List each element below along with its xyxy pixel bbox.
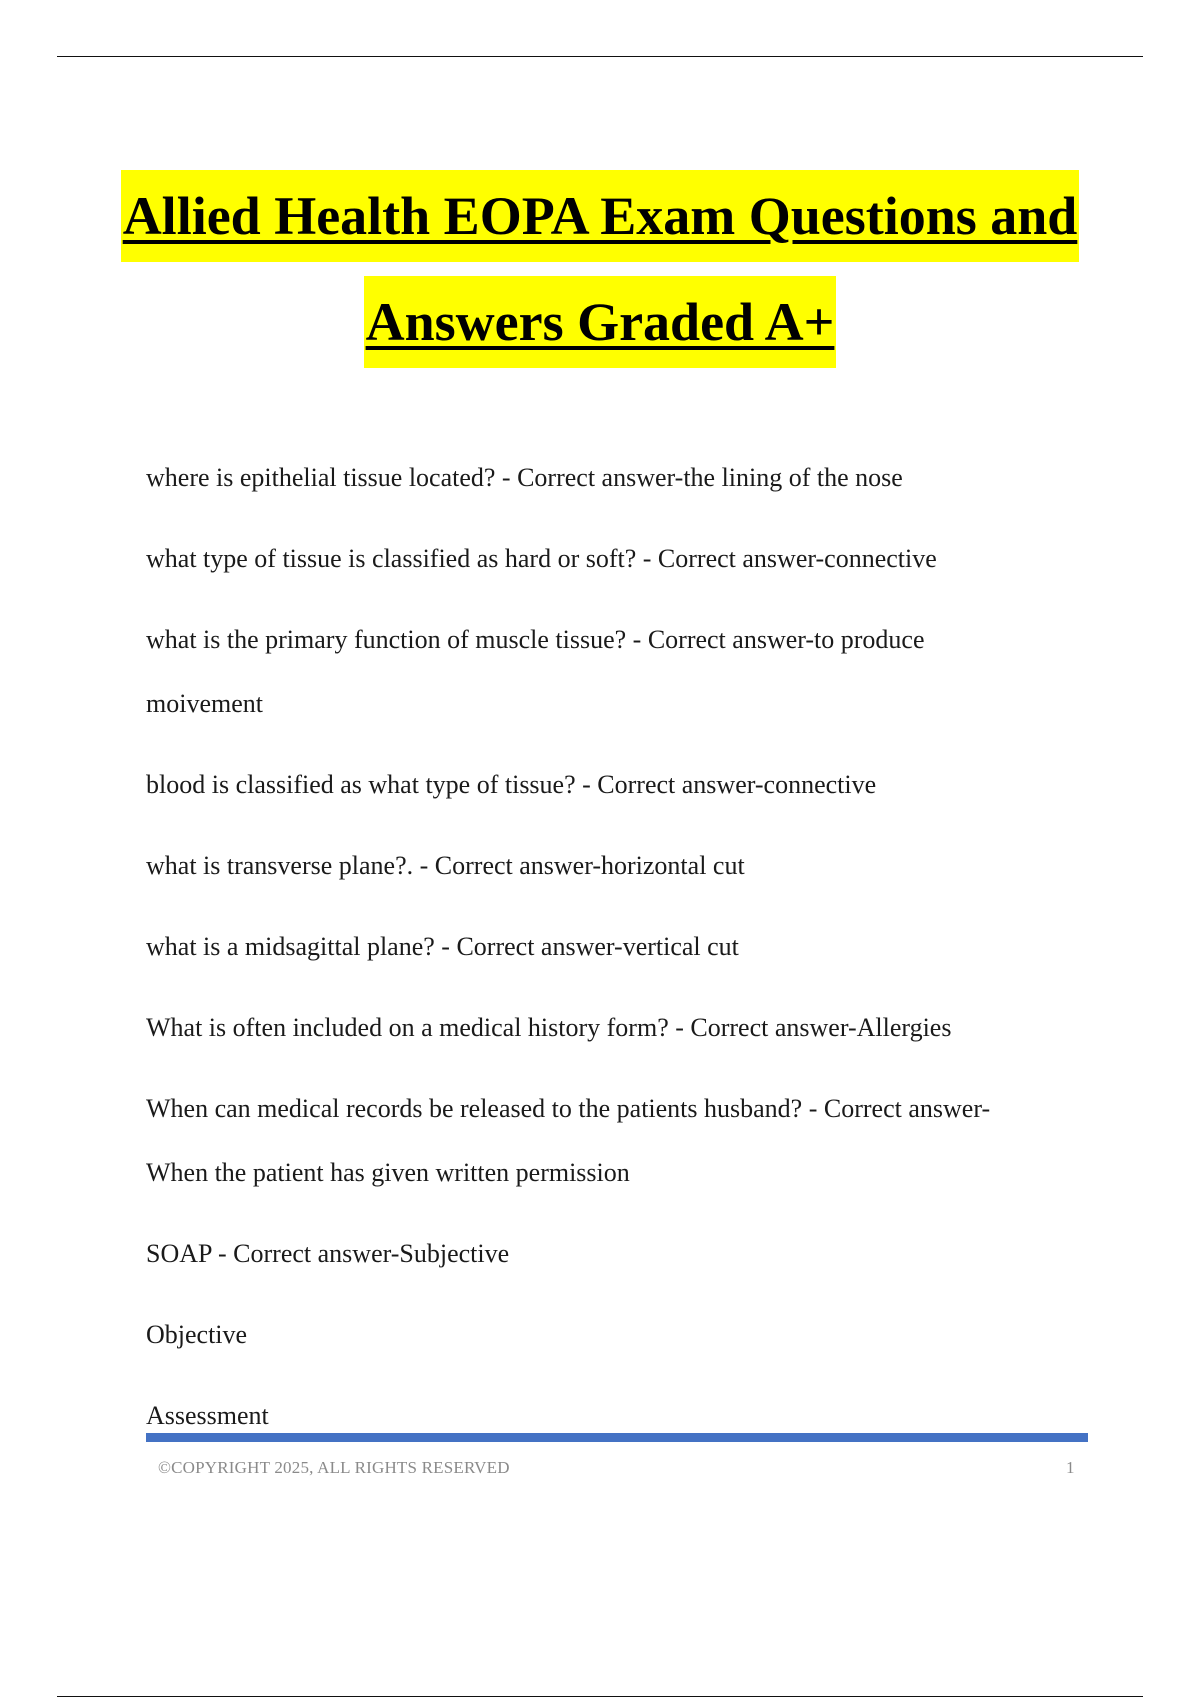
footer-copyright: ©COPYRIGHT 2025, ALL RIGHTS RESERVED: [158, 1458, 510, 1477]
title-line-2: Answers Graded A+: [364, 276, 837, 368]
footer-page-number: 1: [1066, 1458, 1075, 1477]
document-title: [0, 170, 1200, 382]
qa-line-13: Assessment: [146, 1401, 269, 1430]
qa-line-7: what is a midsagittal plane? - Correct answer-vertical cut: [146, 932, 739, 961]
footer-bar: [146, 1433, 1088, 1442]
qa-list: [146, 446, 1076, 1448]
qa-line-4: moivement: [146, 689, 263, 718]
qa-line-12: Objective: [146, 1320, 248, 1349]
qa-line-6: what is transverse plane?. - Correct answer-horizontal cut: [146, 851, 745, 880]
qa-line-10: When the patient has given written permission: [146, 1158, 630, 1187]
qa-line-11: SOAP - Correct answer-Subjective: [146, 1239, 510, 1268]
qa-line-5: blood is classified as what type of tissue? - Correct answer-connective: [146, 770, 877, 799]
qa-line-8: What is often included on a medical history form? - Correct answer-Allergies: [146, 1013, 952, 1042]
bottom-page-rule: [57, 1696, 1143, 1697]
top-page-rule: [57, 56, 1143, 57]
qa-line-1: where is epithelial tissue located? - Correct answer-the lining of the nose: [146, 463, 903, 492]
qa-line-2: what type of tissue is classified as hard or soft? - Correct answer-connective: [146, 544, 937, 573]
qa-line-9: When can medical records be released to the patients husband? - Correct answer-: [146, 1094, 991, 1123]
qa-line-3: what is the primary function of muscle tissue? - Correct answer-to produce: [146, 625, 925, 654]
title-line-1: Allied Health EOPA Exam Questions and: [121, 170, 1080, 262]
